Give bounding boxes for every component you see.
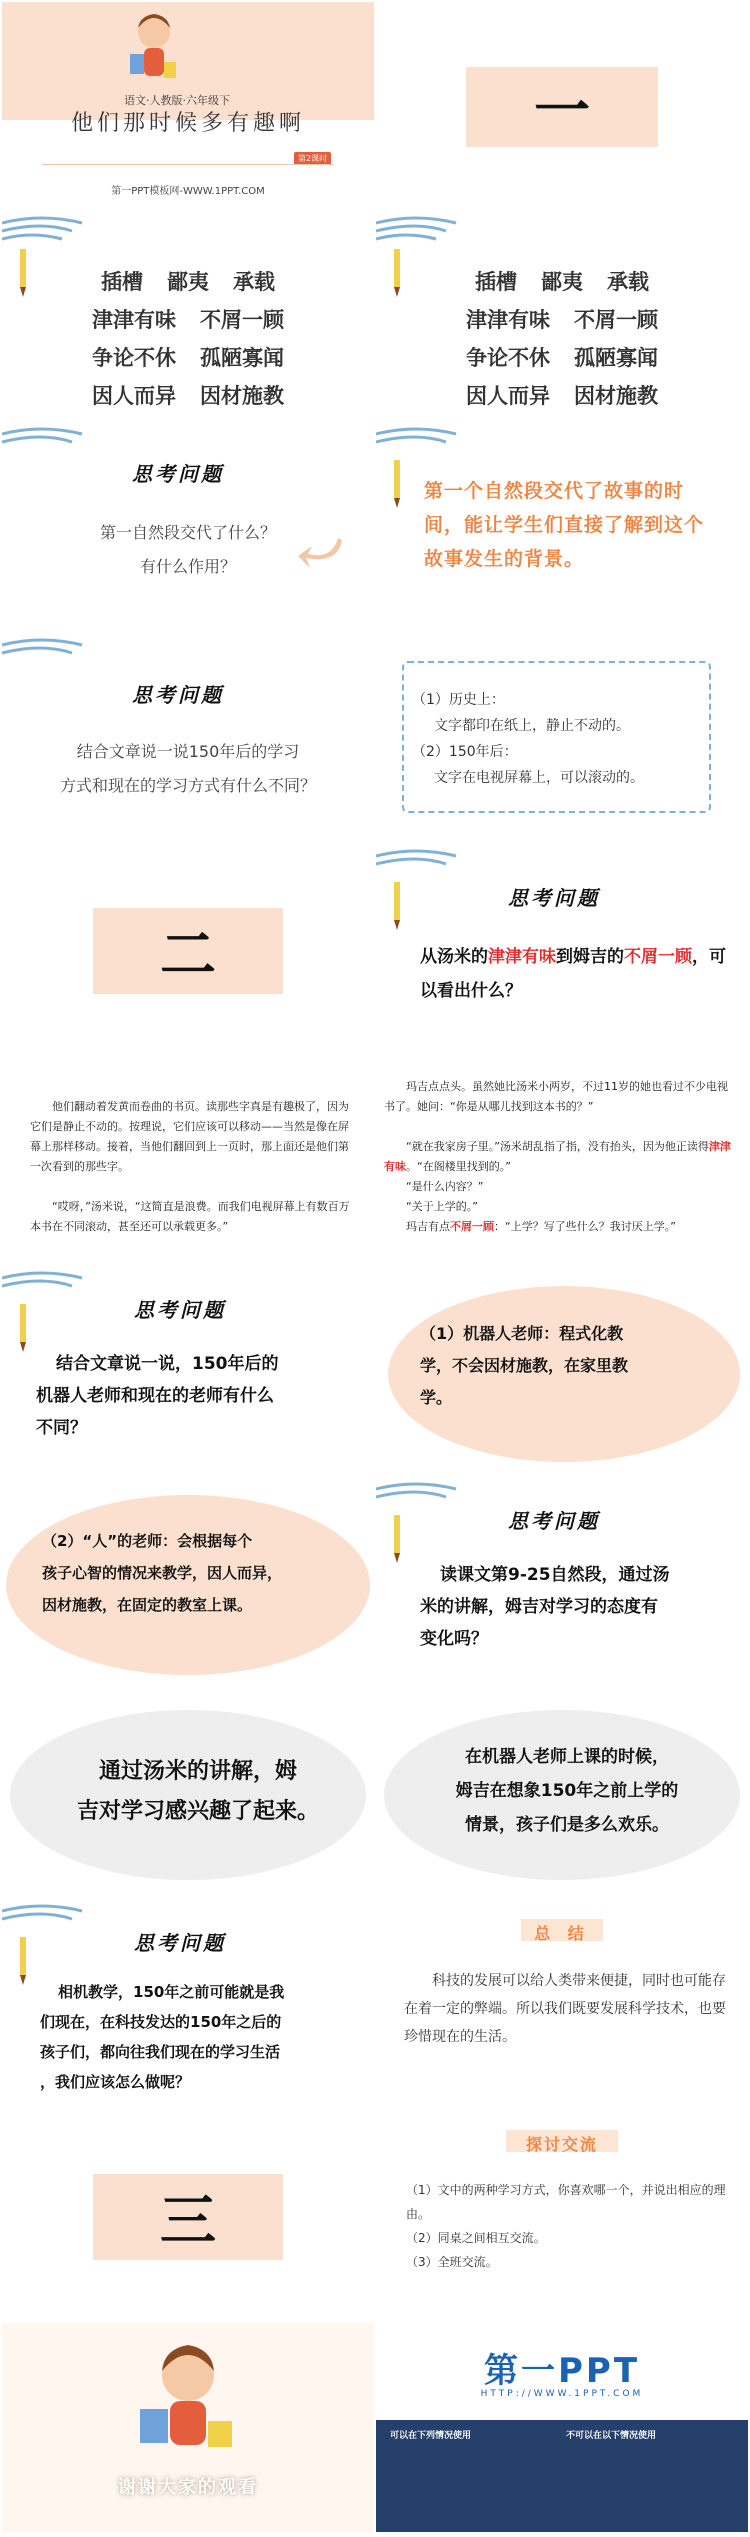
slide-answer-2: [376, 635, 748, 844]
question-line: 有什么作用？: [139, 557, 236, 576]
vocab-word: 承载: [607, 270, 649, 294]
vocab-word: 因人而异: [92, 384, 176, 408]
question-line: 孩子们，都向往我们现在的学习生活: [40, 2043, 281, 2061]
think-heading: 思考问题: [508, 1509, 600, 1533]
highlight-word: 津津有味: [384, 1140, 731, 1173]
slide-summary: [376, 1901, 748, 2110]
vocab-word: 争论不休: [466, 346, 550, 370]
slide-vocab-repeat: [376, 213, 748, 422]
cover-title: 他们那时候多有趣啊: [70, 111, 305, 136]
slide-cover: [2, 2, 374, 211]
question-text: [42, 516, 334, 584]
answer-line: 通过汤米的讲解，姆: [98, 1759, 297, 1784]
discussion-item: （3）全班交流。: [406, 2255, 498, 2269]
vocab-word: 因人而异: [466, 384, 550, 408]
vocab-word: 承载: [233, 270, 275, 294]
slide-question-5: [376, 1479, 748, 1688]
passage-paragraph: 玛吉点点头。虽然她比汤米小两岁，不过11岁的她也看过不少电视书了。她问：“你是从哪儿找到这本书的？”: [384, 1080, 728, 1113]
discussion-item: （2）同桌之间相互交流。: [406, 2231, 546, 2245]
vocab-row: [376, 301, 748, 339]
answer-line: （2）“人”的老师：会根据每个: [42, 1532, 253, 1550]
vocab-row: [376, 263, 748, 301]
question-line: 方式和现在的学习方式有什么不同？: [59, 776, 316, 795]
passage-paragraph: “是什么内容？”: [406, 1180, 484, 1193]
answer-line: 文字在电视屏幕上，可以滚动的。: [434, 770, 644, 786]
slide-vocab: [2, 213, 374, 422]
answer-line: 吉对学习感兴趣了起来。: [76, 1799, 319, 1824]
think-heading: 思考问题: [508, 886, 600, 910]
answer-line: 学，不会因材施教，在家里教: [420, 1356, 629, 1375]
slide-section-two: [2, 846, 374, 1055]
vocab-row: [376, 339, 748, 377]
discussion-title: 探讨交流: [525, 2135, 598, 2154]
answer-line: 学。: [420, 1388, 453, 1407]
girl-illustration-icon: [132, 2335, 244, 2465]
lesson-badge: 第2课时: [294, 152, 331, 165]
question-text: [420, 1559, 734, 1655]
vocab-row: [2, 339, 374, 377]
think-heading: 思考问题: [134, 1931, 226, 1955]
vocab-word: 插槽: [101, 270, 143, 294]
passage-paragraph: [384, 1217, 738, 1237]
answer-line: 孩子心智的情况来教学，因人而异，: [42, 1564, 283, 1582]
summary-text: 科技的发展可以给人类带来便捷，同时也可能存在着一定的弊端。所以我们既要发展科学技术，也要珍惜现在的生活。: [404, 1973, 726, 2045]
vocab-word: 鄙夷: [167, 270, 209, 294]
slide-discussion: [376, 2112, 748, 2321]
vocab-word: 因材施教: [200, 384, 284, 408]
passage-paragraph: [384, 1137, 738, 1177]
slide-question-4: [2, 1268, 374, 1477]
question-line: 变化吗？: [420, 1629, 488, 1649]
answer-text: 第一个自然段交代了故事的时间，能让学生们直接了解到这个故事发生的背景。: [424, 480, 705, 570]
curved-arrow-icon: [298, 534, 348, 574]
slide-answer-1: [376, 424, 748, 633]
slide-question-2: [2, 635, 374, 844]
cover-divider: [42, 164, 334, 165]
answer-text: [412, 687, 644, 791]
question-text: [22, 735, 354, 803]
cover-footer: 第一PPT模板网-WWW.1PPT.COM: [111, 186, 265, 197]
question-part: ，可以看出什么？: [420, 947, 726, 1001]
cover-subtitle: 语文·人教版·六年级下: [124, 94, 230, 107]
answer-line: （2）150年后：: [412, 744, 518, 760]
section-number: 一: [534, 79, 590, 144]
pencil-icon: [390, 460, 404, 510]
question-line: 第一自然段交代了什么？: [99, 523, 276, 542]
vocab-word: 津津有味: [92, 308, 176, 332]
section-number: 二: [160, 923, 216, 988]
slide-answer-5: [2, 1690, 374, 1899]
pencil-icon: [390, 1515, 404, 1565]
pencil-icon: [16, 1304, 30, 1354]
highlight-word: 津津有味: [488, 947, 556, 967]
slide-answer-4a: [376, 1268, 748, 1477]
passage-paragraph: 他们翻动着发黄而卷曲的书页。读那些字真是有趣极了，因为它们是静止不动的。按理说，它们应该可以移动——当然是像在屏幕上那样移动。接着，当他们翻回到上一页时，那上面还是他们第一次看到的那些字。: [30, 1100, 349, 1173]
question-text: [40, 1977, 366, 2097]
slide-thanks: [2, 2323, 374, 2532]
section-number: 三: [160, 2189, 216, 2254]
vocab-list: [376, 263, 748, 415]
vocab-list: [2, 263, 374, 415]
question-line: 结合文章说一说，150年后的: [56, 1354, 279, 1374]
slide-passage-2: [376, 1057, 748, 1266]
vocab-word: 插槽: [475, 270, 517, 294]
vocab-word: 不屑一顾: [574, 308, 658, 332]
slide-section-one: [376, 2, 748, 211]
answer-line: 姆吉在想象150年之前上学的: [455, 1781, 679, 1801]
vocab-word: 因材施教: [574, 384, 658, 408]
question-line: 米的讲解，姆吉对学习的态度有: [420, 1597, 658, 1617]
question-part: 到姆吉的: [556, 947, 624, 967]
ad-url[interactable]: HTTP://WWW.1PPT.COM: [480, 2389, 644, 2399]
slide-question-3: [376, 846, 748, 1055]
highlight-word: 不屑一顾: [450, 1220, 494, 1233]
vocab-word: 不屑一顾: [200, 308, 284, 332]
pencil-icon: [390, 882, 404, 932]
passage-text: 。“在阁楼里找到的。”: [406, 1160, 511, 1173]
ad-cannot-use-heading: 不可以在以下情况使用: [566, 2431, 657, 2441]
vocab-row: [2, 301, 374, 339]
answer-text: [406, 1740, 728, 1842]
ad-can-use-heading: 可以在下列情况使用: [390, 2431, 472, 2441]
pencil-icon: [16, 1937, 30, 1987]
question-line: 结合文章说一说150年后的学习: [76, 742, 300, 761]
think-heading: 思考问题: [132, 683, 224, 707]
passage-text: ：“上学？写了些什么？我讨厌上学。”: [494, 1220, 676, 1233]
question-line: 读课文第9-25自然段，通过汤: [440, 1565, 670, 1585]
highlight-word: 不屑一顾: [624, 947, 692, 967]
think-heading: 思考问题: [134, 1298, 226, 1322]
vocab-word: 鄙夷: [541, 270, 583, 294]
answer-line: （1）机器人老师：程式化教: [420, 1324, 624, 1343]
vocab-row: [376, 377, 748, 415]
slide-answer-4b: [2, 1479, 374, 1688]
slide-answer-6: [376, 1690, 748, 1899]
question-line: ，我们应该怎么做呢？: [40, 2073, 191, 2091]
answer-line: 情景，孩子们是多么欢乐。: [465, 1815, 669, 1835]
answer-line: （1）历史上：: [412, 692, 505, 708]
passage-text: “就在我家房子里。”汤米胡乱指了指，没有抬头，因为他正读得: [406, 1140, 709, 1153]
slide-section-three: [2, 2112, 374, 2321]
swirl-decoration-icon: [2, 635, 122, 695]
question-text: [420, 940, 728, 1008]
swirl-decoration-icon: [2, 424, 122, 484]
passage-paragraph: “关于上学的。”: [406, 1200, 478, 1213]
answer-line: 因材施教，在固定的教室上课。: [42, 1596, 253, 1614]
question-part: 从汤米的: [420, 947, 488, 967]
vocab-word: 孤陋寡闻: [200, 346, 284, 370]
question-text: [36, 1348, 354, 1444]
passage-paragraph: “哎呀，”汤米说，“这简直是浪费。而我们电视屏幕上有数百万本书在不同滚动，甚至还可以承载更多。”: [30, 1200, 350, 1233]
answer-text: [420, 1318, 728, 1414]
vocab-row: [2, 263, 374, 301]
discussion-item: （1）文中的两种学习方式，你喜欢哪一个，并说出相应的理由。: [406, 2183, 726, 2221]
slide-ad: [376, 2323, 748, 2532]
answer-text: [42, 1525, 360, 1621]
vocab-word: 津津有味: [466, 308, 550, 332]
answer-text: [42, 1752, 354, 1832]
answer-line: 文字都印在纸上，静止不动的。: [434, 718, 630, 734]
question-line: 不同？: [36, 1418, 87, 1438]
question-line: 们现在，在科技发达的150年之后的: [40, 2013, 282, 2031]
question-line: 相机教学，150年之前可能就是我: [58, 1983, 285, 2001]
discussion-list: [406, 2178, 728, 2274]
vocab-word: 争论不休: [92, 346, 176, 370]
answer-line: 在机器人老师上课的时候，: [465, 1747, 669, 1767]
thanks-text: 谢谢大家的观看: [118, 2477, 258, 2498]
summary-title: 总 结: [534, 1924, 590, 1943]
vocab-word: 孤陋寡闻: [574, 346, 658, 370]
slide-question-1: [2, 424, 374, 633]
ad-logo: 第一PPT: [483, 2351, 641, 2391]
slide-question-7: [2, 1901, 374, 2110]
girl-illustration-icon: [124, 6, 184, 88]
slide-passage-1: [2, 1057, 374, 1266]
passage-text: 玛吉有点: [406, 1220, 450, 1233]
vocab-row: [2, 377, 374, 415]
question-line: 机器人老师和现在的老师有什么: [36, 1386, 274, 1406]
think-heading: 思考问题: [132, 462, 224, 486]
